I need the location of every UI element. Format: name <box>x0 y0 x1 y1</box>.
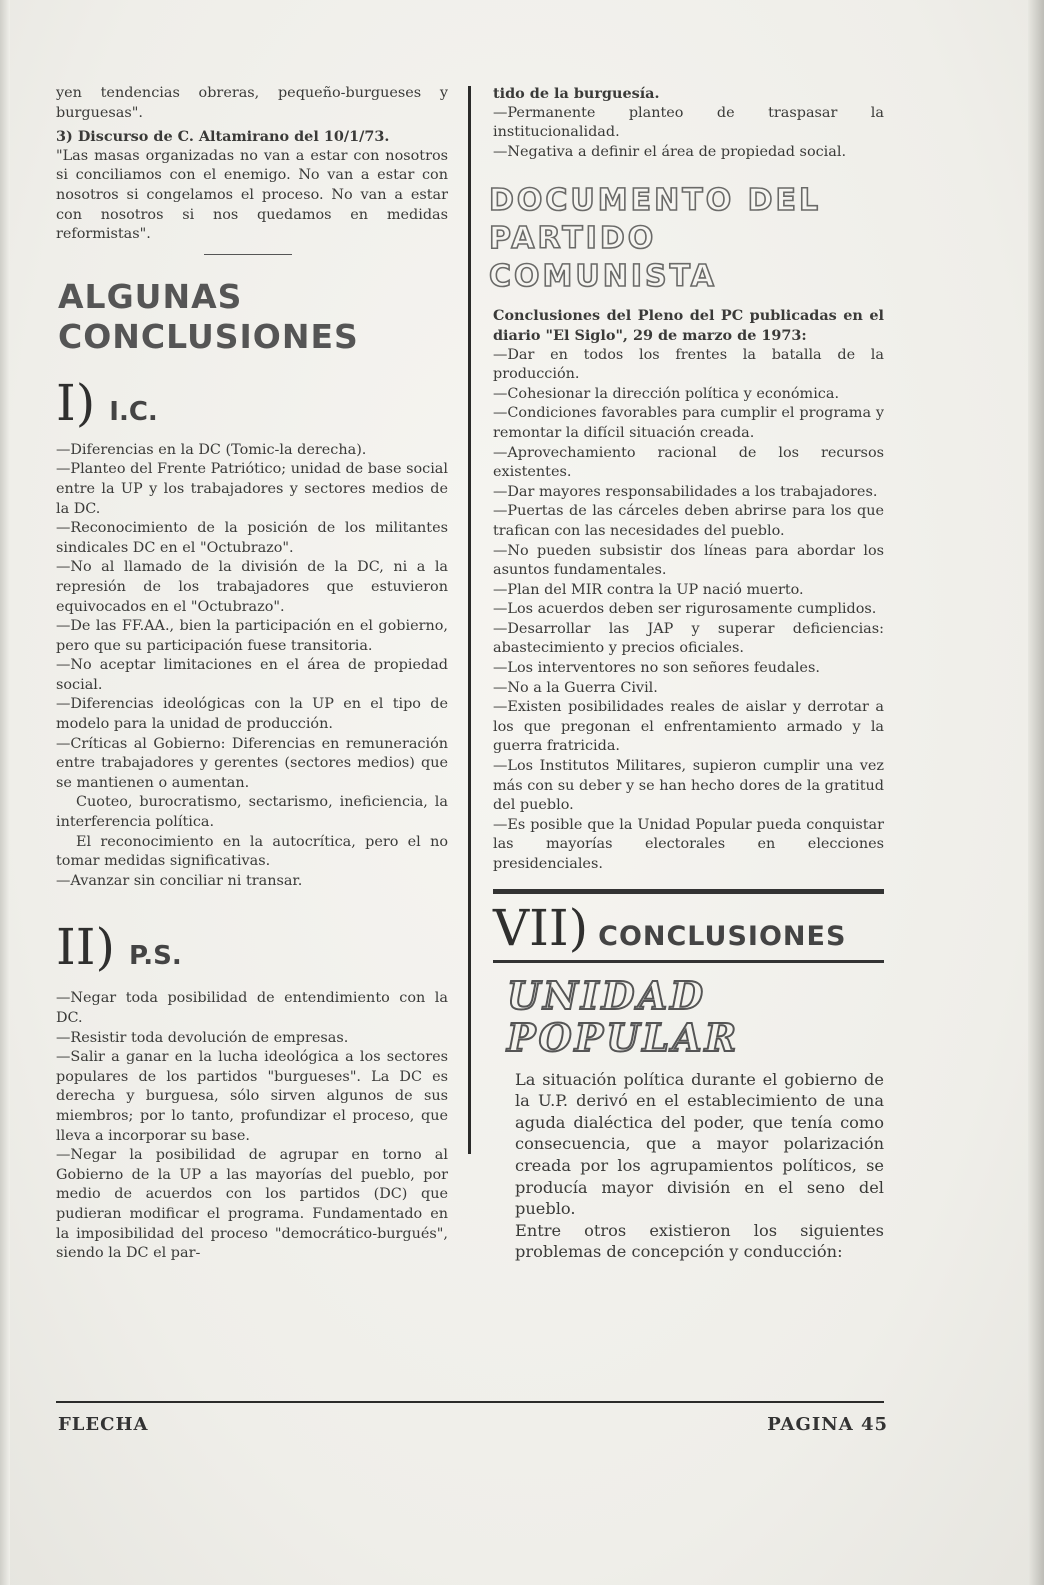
heading-doc-line-2: PARTIDO COMUNISTA <box>489 221 717 295</box>
section-rule-top <box>493 889 884 894</box>
heading-documento-pc <box>489 182 884 296</box>
list-item: —Dar mayores responsabilidades a los trabajadores. <box>493 483 878 500</box>
pc-list <box>493 346 884 875</box>
section-7-label: CONCLUSIONES <box>598 920 847 952</box>
list-item: —Diferencias ideológicas con la UP en el tipo de modelo para la unidad de producción. <box>56 696 448 733</box>
list-item: —Negativa a definir el área de propiedad social. <box>493 143 847 160</box>
list-item: —Permanente planteo de traspasar la institucionalidad. <box>493 104 884 141</box>
footer-rule <box>56 1401 884 1403</box>
list-item: —Avanzar sin conciliar ni transar. <box>56 872 303 889</box>
list-item: —Críticas al Gobierno: Diferencias en remuneración entre trabajadores y gerentes (sectores medios) que se mantienen o aumentan. <box>56 735 448 791</box>
up-paragraph-1: La situación política durante el gobierno de la U.P. derivó en el establecimiento de una aguda dialéctica del poder, que tenía como consecuencia, que a mayor polarización creada por los agrupamientos políticos, se producía mayor división en el seno del pueblo. <box>515 1069 884 1219</box>
list-item: —Plan del MIR contra la UP nació muerto. <box>493 581 804 598</box>
section-7-heading <box>493 900 884 956</box>
list-item: —Existen posibilidades reales de aislar y derrotar a los que pregonan el enfrentamiento armado y la guerra fratricida. <box>493 699 884 755</box>
list-item: —Negar la posibilidad de agrupar en torno al Gobierno de la UP a las mayorías del pueblo, por medio de acuerdos con los partidos (DC) que pudieran modificar el programa. Fundamentado en la imposibilidad del proceso "democrático-burgués", siendo la DC el par- <box>56 1147 448 1262</box>
heading-algunas-conclusiones: ALGUNAS CONCLUSIONES <box>58 276 359 356</box>
list-item: —Cohesionar la dirección política y económica. <box>493 385 840 402</box>
intro-paragraph: yen tendencias obreras, pequeño-burgueses y burguesas". <box>56 85 448 121</box>
list-item: —No al llamado de la división de la DC, ni a la represión de los trabajadores que estuvieron equivocados en el "Octubrazo". <box>56 559 448 615</box>
list-item: —No aceptar limitaciones en el área de propiedad social. <box>56 657 448 693</box>
list-item: El reconocimiento en la autocrítica, pero el no tomar medidas significativas. <box>56 833 448 870</box>
footer-publication: FLECHA <box>58 1414 149 1435</box>
list-item: Cuoteo, burocratismo, sectarismo, ineficiencia, la interferencia política. <box>56 794 448 831</box>
up-body <box>493 1069 884 1263</box>
heading-doc-line-1: DOCUMENTO DEL <box>489 183 822 219</box>
list-item: —Reconocimiento de la posición de los militantes sindicales DC en el "Octubrazo". <box>56 520 448 556</box>
section-2-list <box>56 989 448 1263</box>
separator-rule <box>204 254 292 255</box>
right-column <box>489 84 884 1263</box>
section-1-heading <box>56 375 448 431</box>
section-2-label: P.S. <box>129 941 182 972</box>
section-1-list <box>56 441 448 892</box>
list-item: —Los interventores no son señores feudales. <box>493 660 820 677</box>
section-2-numeral: II) <box>56 918 116 977</box>
list-item: —Desarrollar las JAP y superar deficiencias: abastecimiento y precios oficiales. <box>493 620 884 657</box>
list-item: —Dar en todos los frentes la batalla de la producción. <box>493 346 884 383</box>
section-2-heading <box>56 919 448 975</box>
list-item: —De las FF.AA., bien la participación en el gobierno, pero que su participación fuese transitoria. <box>56 618 448 654</box>
list-item: —Es posible que la Unidad Popular pueda conquistar las mayorías electorales en elecciones presidenciales. <box>493 816 884 872</box>
list-item: —Salir a ganar en la lucha ideológica a los sectores populares de los partidos "burgueses". La DC es derecha y burguesa, sólo sirven algunos de sus miembros; por lo tanto, profundizar el proceso, que lleva a incorporar su base. <box>56 1049 448 1144</box>
left-column <box>56 84 448 1264</box>
list-item: —No pueden subsistir dos líneas para abordar los asuntos fundamentales. <box>493 542 884 579</box>
column-divider <box>468 86 471 1154</box>
list-item: —No a la Guerra Civil. <box>493 679 658 696</box>
list-item: —Aprovechamiento racional de los recursos existentes. <box>493 444 884 481</box>
section-7-numeral: VII) <box>493 898 589 957</box>
pc-intro: Conclusiones del Pleno del PC publicadas en el diario "El Siglo", 29 de marzo de 1973: <box>493 307 884 344</box>
altamirano-quote: "Las masas organizadas no van a estar con nosotros si conciliamos con el enemigo. No van a estar con nosotros si congelamos el proceso. No van a estar con nosotros si nos quedamos en medidas reformistas". <box>56 147 448 243</box>
footer-page-number: PAGINA 45 <box>767 1414 888 1435</box>
scan-edge-left <box>0 0 10 1585</box>
section-rule-bottom <box>493 960 884 963</box>
scan-edge-right <box>1028 0 1044 1585</box>
list-item: —Condiciones favorables para cumplir el programa y remontar la difícil situación creada. <box>493 405 884 441</box>
altamirano-title: 3) Discurso de C. Altamirano del 10/1/73. <box>56 128 390 146</box>
section-1-label: I.C. <box>109 396 158 427</box>
up-paragraph-2: Entre otros existieron los siguientes problemas de concepción y conducción: <box>515 1220 884 1262</box>
list-item: —Resistir toda devolución de empresas. <box>56 1029 349 1046</box>
list-item: —Planteo del Frente Patriótico; unidad de base social entre la UP y los trabajadores y sectores medios de la DC. <box>56 461 448 517</box>
list-item: —Los acuerdos deben ser rigurosamente cumplidos. <box>493 601 877 618</box>
list-item: —Puertas de las cárceles deben abrirse para los que trafican con las necesidades del pueblo. <box>493 503 884 539</box>
heading-up-line-2: POPULAR <box>507 1014 740 1060</box>
list-item: —Los Institutos Militares, supieron cumplir una vez más con su deber y se han hecho dores de la gratitud del pueblo. <box>493 758 884 814</box>
list-item: —Diferencias en la DC (Tomic-la derecha). <box>56 441 367 458</box>
list-item: —Negar toda posibilidad de entendimiento con la DC. <box>56 990 448 1026</box>
heading-unidad-popular <box>507 972 884 1060</box>
section-1-numeral: I) <box>56 373 96 432</box>
continuation-text: tido de la burguesía. <box>493 85 660 102</box>
heading-up-line-1: UNIDAD <box>507 972 707 1018</box>
